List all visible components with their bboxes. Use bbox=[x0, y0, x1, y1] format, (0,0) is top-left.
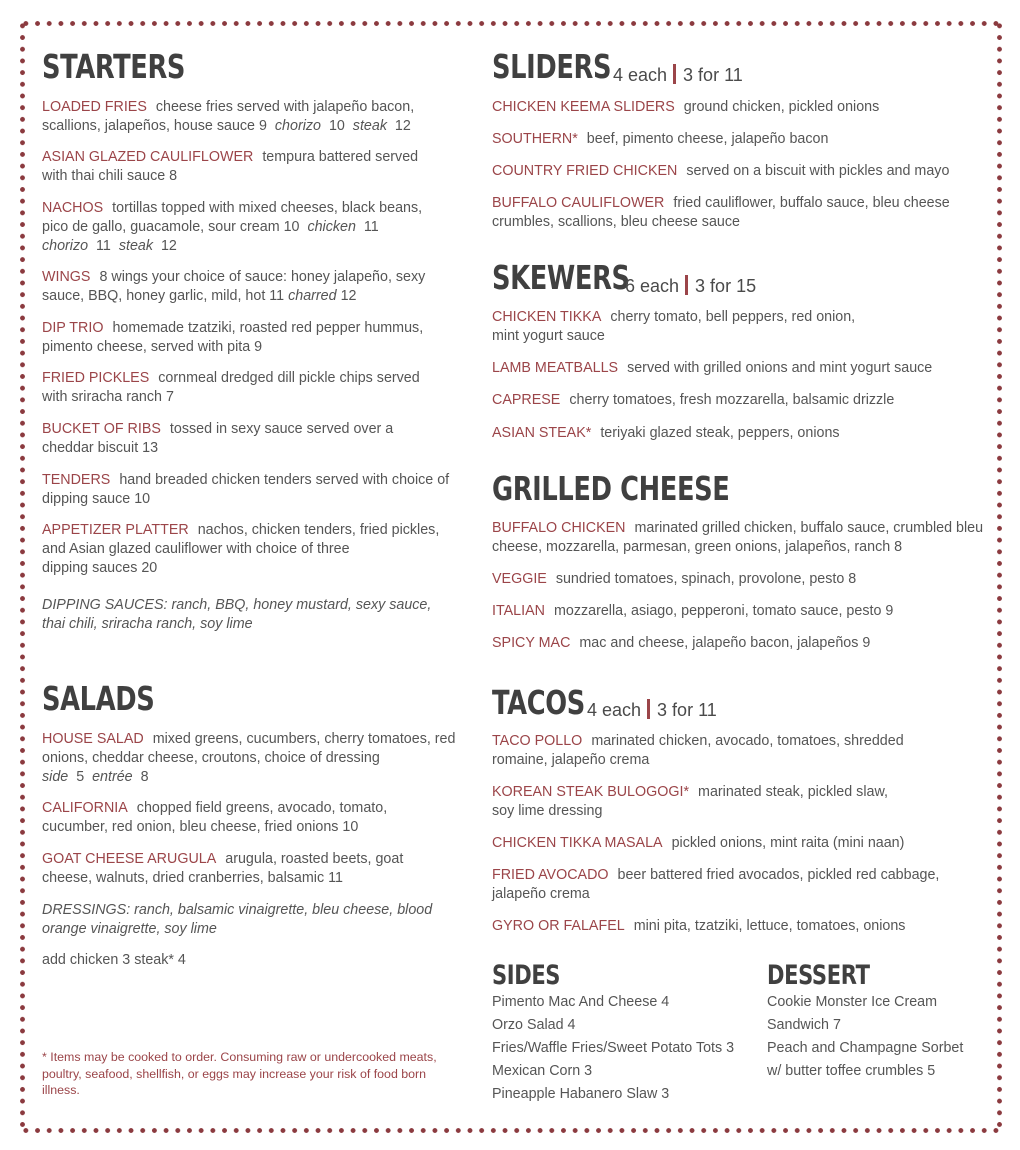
price-bundle: 3 for 15 bbox=[695, 276, 757, 296]
menu-item-loaded-fries bbox=[42, 98, 452, 136]
salad-add-on: add chicken 3 steak* 4 bbox=[42, 952, 186, 968]
menu-item-chicken-keema-sliders bbox=[492, 98, 982, 117]
menu-item-goat-cheese-arugula bbox=[42, 850, 437, 888]
item-desc: marinated steak, pickled slaw, bbox=[698, 784, 888, 800]
item-name: COUNTRY FRIED CHICKEN bbox=[492, 163, 678, 179]
price-each: 6 each bbox=[625, 276, 680, 296]
item-option: steak bbox=[352, 118, 387, 134]
price-each: 4 each bbox=[613, 65, 668, 85]
item-desc: served with grilled onions and mint yogurt sauce bbox=[627, 360, 933, 376]
item-desc-cont: dipping sauces 20 bbox=[42, 560, 158, 576]
item-desc: arugula, roasted beets, goat cheese, walnuts, dried cranberries, balsamic 11 bbox=[42, 851, 404, 886]
item-name: GYRO OR FALAFEL bbox=[492, 918, 625, 934]
side-item: Fries/Waffle Fries/Sweet Potato Tots 3 bbox=[492, 1040, 735, 1056]
item-name: CALIFORNIA bbox=[42, 800, 128, 816]
dessert-line: Peach and Champagne Sorbet bbox=[767, 1040, 964, 1056]
menu-item-southern bbox=[492, 130, 982, 149]
item-name: LAMB MEATBALLS bbox=[492, 360, 619, 376]
item-desc: cherry tomatoes, fresh mozzarella, balsamic drizzle bbox=[569, 392, 895, 408]
dessert-line: Cookie Monster Ice Cream bbox=[767, 994, 938, 1010]
menu-item-buffalo-chicken bbox=[492, 519, 987, 557]
section-title-sides: SIDES bbox=[492, 960, 561, 991]
menu-item-country-fried-chicken bbox=[492, 162, 987, 181]
item-name: ITALIAN bbox=[492, 603, 545, 619]
menu-item-california bbox=[42, 799, 437, 837]
section-title-grilled-cheese: GRILLED CHEESE bbox=[492, 469, 730, 508]
dotted-border-top bbox=[20, 21, 1002, 26]
dessert-line: Sandwich 7 bbox=[767, 1017, 841, 1033]
item-name: HOUSE SALAD bbox=[42, 731, 144, 747]
item-option-price: 12 bbox=[160, 238, 177, 254]
side-item: Mexican Corn 3 bbox=[492, 1063, 593, 1079]
price-divider bbox=[647, 699, 650, 719]
item-desc: mini pita, tzatziki, lettuce, tomatoes, onions bbox=[633, 918, 906, 934]
menu-item-fried-pickles bbox=[42, 369, 437, 407]
item-option-price: 12 bbox=[340, 288, 357, 304]
section-title-dessert: DESSERT bbox=[767, 960, 870, 991]
item-name: FRIED PICKLES bbox=[42, 370, 150, 386]
menu-item-dip-trio bbox=[42, 319, 457, 357]
menu-item-nachos bbox=[42, 199, 452, 256]
item-name: SPICY MAC bbox=[492, 635, 571, 651]
item-option-price: 12 bbox=[394, 118, 411, 134]
item-option-price: 10 bbox=[328, 118, 345, 134]
dressings-note: DRESSINGS: ranch, balsamic vinaigrette, bleu cheese, blood orange vinaigrette, soy lime bbox=[42, 902, 433, 937]
menu-item-chicken-tikka bbox=[492, 308, 982, 346]
price-each: 4 each bbox=[587, 700, 642, 720]
item-desc: homemade tzatziki, roasted red pepper hummus, pimento cheese, served with pita 9 bbox=[42, 320, 424, 355]
item-option-price: 8 bbox=[140, 769, 149, 785]
item-option: side bbox=[42, 769, 69, 785]
item-name: ASIAN STEAK* bbox=[492, 425, 592, 441]
menu-item-lamb-meatballs bbox=[492, 359, 987, 378]
dotted-border-right bbox=[997, 20, 1002, 1132]
item-name: GOAT CHEESE ARUGULA bbox=[42, 851, 217, 867]
item-desc: chopped field greens, avocado, tomato, cucumber, red onion, bleu cheese, fried onions 10 bbox=[42, 800, 388, 835]
item-option-price: 5 bbox=[76, 769, 85, 785]
item-name: ASIAN GLAZED CAULIFLOWER bbox=[42, 149, 254, 165]
menu-item-asian-steak bbox=[492, 424, 987, 443]
menu-item-italian bbox=[492, 602, 987, 621]
item-desc: cheese fries served with jalapeño bacon, scallions, jalapeños, house sauce 9 bbox=[42, 99, 415, 134]
side-item: Pimento Mac And Cheese 4 bbox=[492, 994, 670, 1010]
item-option: chorizo bbox=[42, 238, 89, 254]
dotted-border-left bbox=[20, 20, 25, 1132]
item-name: APPETIZER PLATTER bbox=[42, 522, 189, 538]
price-divider bbox=[685, 275, 688, 295]
dotted-border-bottom bbox=[20, 1128, 1002, 1133]
menu-item-veggie bbox=[492, 570, 987, 589]
item-desc: tempura battered served with thai chili sauce 8 bbox=[42, 149, 419, 184]
item-option-price: 11 bbox=[363, 219, 379, 235]
dessert-line: w/ butter toffee crumbles 5 bbox=[767, 1063, 936, 1079]
item-desc: teriyaki glazed steak, peppers, onions bbox=[600, 425, 840, 441]
item-name: LOADED FRIES bbox=[42, 99, 147, 115]
item-desc: cornmeal dredged dill pickle chips served with sriracha ranch 7 bbox=[42, 370, 420, 405]
menu-item-spicy-mac bbox=[492, 634, 987, 653]
item-name: WINGS bbox=[42, 269, 91, 285]
item-desc: cherry tomato, bell peppers, red onion, bbox=[610, 309, 856, 325]
tacos-pricing bbox=[587, 699, 717, 719]
item-desc: served on a biscuit with pickles and mayo bbox=[686, 163, 950, 179]
item-desc-cont: soy lime dressing bbox=[492, 803, 603, 819]
item-desc: marinated chicken, avocado, tomatoes, shredded romaine, jalapeño crema bbox=[492, 733, 904, 768]
menu-item-gyro-or-falafel bbox=[492, 917, 987, 936]
item-option-price: 11 bbox=[96, 238, 111, 254]
item-desc: marinated grilled chicken, buffalo sauce, crumbled bleu cheese, mozzarella, parmesan, green onions, jalapeños, ranch 8 bbox=[492, 520, 984, 555]
item-name: VEGGIE bbox=[492, 571, 547, 587]
menu-item-tenders bbox=[42, 471, 457, 509]
item-name: BUFFALO CHICKEN bbox=[492, 520, 626, 536]
item-desc: nachos, chicken tenders, fried pickles, and Asian glazed cauliflower with choice of three bbox=[42, 522, 440, 557]
item-desc: beef, pimento cheese, jalapeño bacon bbox=[586, 131, 829, 147]
item-option: chorizo bbox=[274, 118, 321, 134]
item-desc: fried cauliflower, buffalo sauce, bleu cheese crumbles, scallions, bleu cheese sauce bbox=[492, 195, 950, 230]
item-name: BUFFALO CAULIFLOWER bbox=[492, 195, 665, 211]
menu-item-house-salad bbox=[42, 730, 457, 787]
item-name: TENDERS bbox=[42, 472, 111, 488]
side-item: Pineapple Habanero Slaw 3 bbox=[492, 1086, 670, 1102]
menu-item-asian-glazed-cauliflower bbox=[42, 148, 437, 186]
section-title-salads: SALADS bbox=[42, 679, 155, 718]
item-name: CAPRESE bbox=[492, 392, 561, 408]
item-desc: hand breaded chicken tenders served with choice of dipping sauce 10 bbox=[42, 472, 450, 507]
item-name: NACHOS bbox=[42, 200, 104, 216]
section-title-sliders: SLIDERS bbox=[492, 47, 612, 86]
item-desc: mac and cheese, jalapeño bacon, jalapeños 9 bbox=[579, 635, 871, 651]
side-item: Orzo Salad 4 bbox=[492, 1017, 576, 1033]
skewers-pricing bbox=[625, 275, 756, 295]
item-desc: mozzarella, asiago, pepperoni, tomato sauce, pesto 9 bbox=[553, 603, 894, 619]
item-option: charred bbox=[288, 288, 337, 304]
item-desc: beer battered fried avocados, pickled red cabbage, jalapeño crema bbox=[492, 867, 940, 902]
item-name: CHICKEN TIKKA MASALA bbox=[492, 835, 663, 851]
menu-item-wings bbox=[42, 268, 452, 306]
menu-item-buffalo-cauliflower bbox=[492, 194, 977, 232]
menu-item-caprese bbox=[492, 391, 987, 410]
item-name: DIP TRIO bbox=[42, 320, 104, 336]
item-name: CHICKEN KEEMA SLIDERS bbox=[492, 99, 675, 115]
menu-item-bucket-of-ribs bbox=[42, 420, 412, 458]
item-desc: 8 wings your choice of sauce: honey jalapeño, sexy sauce, BBQ, honey garlic, mild, hot 11 bbox=[42, 269, 426, 304]
item-desc: tortillas topped with mixed cheeses, black beans, pico de gallo, guacamole, sour cream 10 bbox=[42, 200, 423, 235]
menu-item-taco-pollo bbox=[492, 732, 942, 770]
section-title-skewers: SKEWERS bbox=[492, 258, 630, 297]
section-title-tacos: TACOS bbox=[492, 683, 585, 722]
item-desc: sundried tomatoes, spinach, provolone, pesto 8 bbox=[555, 571, 857, 587]
item-desc: ground chicken, pickled onions bbox=[683, 99, 880, 115]
item-name: SOUTHERN* bbox=[492, 131, 578, 147]
dipping-sauces-note: DIPPING SAUCES: ranch, BBQ, honey mustard, sexy sauce, thai chili, sriracha ranch, soy lime bbox=[42, 597, 432, 632]
menu-item-appetizer-platter bbox=[42, 521, 452, 578]
price-divider bbox=[673, 64, 676, 84]
sliders-pricing bbox=[613, 64, 743, 84]
item-option: chicken bbox=[307, 219, 356, 235]
item-name: KOREAN STEAK BULOGOGI* bbox=[492, 784, 690, 800]
menu-item-korean-steak-bulogogi bbox=[492, 783, 962, 821]
menu-item-chicken-tikka-masala bbox=[492, 834, 987, 853]
item-name: CHICKEN TIKKA bbox=[492, 309, 602, 325]
item-desc: tossed in sexy sauce served over a cheddar biscuit 13 bbox=[42, 421, 394, 456]
price-bundle: 3 for 11 bbox=[657, 700, 717, 720]
item-option: entrée bbox=[92, 769, 133, 785]
section-title-starters: STARTERS bbox=[42, 47, 186, 86]
price-bundle: 3 for 11 bbox=[683, 65, 743, 85]
item-name: BUCKET OF RIBS bbox=[42, 421, 161, 437]
item-name: TACO POLLO bbox=[492, 733, 583, 749]
food-safety-disclaimer: * Items may be cooked to order. Consuming raw or undercooked meats, poultry, seafood, shellfish, or eggs may increase your risk of food born illness. bbox=[42, 1050, 437, 1097]
item-option: steak bbox=[118, 238, 154, 254]
item-name: FRIED AVOCADO bbox=[492, 867, 609, 883]
item-desc: mixed greens, cucumbers, cherry tomatoes, red onions, cheddar cheese, croutons, choice of dressing bbox=[42, 731, 456, 766]
item-desc: pickled onions, mint raita (mini naan) bbox=[671, 835, 905, 851]
item-desc-cont: mint yogurt sauce bbox=[492, 328, 605, 344]
menu-item-fried-avocado bbox=[492, 866, 977, 904]
